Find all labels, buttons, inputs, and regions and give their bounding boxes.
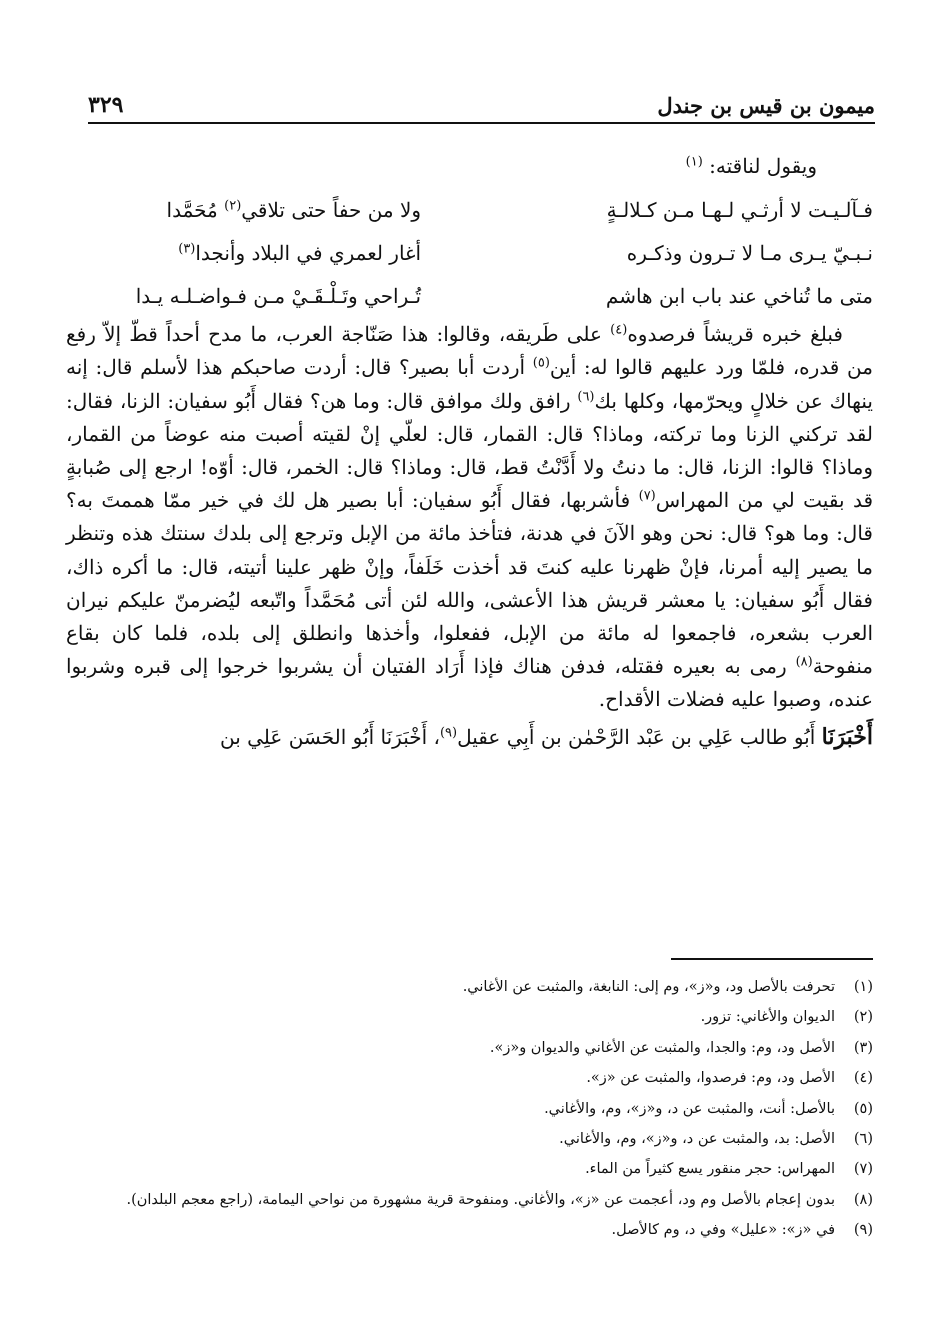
text-segment: فأشربها، فقال أَبُو سفيان: أبا بصير هل لك في خير ممّا هممتَ به؟ قال: وما هو؟ قال: نحن وهو الآنَ في هدنة، فتأخذ مائة من الإبل وترجع إلى بلدك سنتك هذه وتنظر ما يصير إليه أمرنا، فإنْ ظهرنا عليه كنتَ قد أخذت خَلَفاً، وإنْ ظهر علينا أتيته، قال: ما أكره ذاك، فقال أَبُو سفيان: يا معشر قريش هذا الأعشى، والله لئن أتى مُحَمَّداً واتّبعه ليُضرمنّ عليكم نيران العرب بشعره، فاجمعوا له مائة من الإبل، ففعلوا، وأخذها وانطلق إلى بلده، فلما كان بقاع منفوحة (66, 488, 873, 679)
footnote (66, 1154, 873, 1184)
footnote (66, 1063, 873, 1093)
verse-first-hemistich: فـآلـيـت لا أرثـي لـهـا مـن كـلالـةٍ (606, 198, 873, 223)
footnote (66, 1094, 873, 1124)
verse-line (66, 275, 873, 318)
verse-text: أغار لعمري في البلاد وأنجدا (195, 241, 422, 266)
footnote-ref: (٥) (532, 355, 550, 371)
intro-text: ويقول لناقته: (709, 154, 817, 178)
text-segment: رافق ولك موافق قال: وما هن؟ فقال أَبُو سفيان: الزنا، فقال: لقد تركني الزنا وما تركته، وماذا؟ قال: القمار، قال: لعلّي إنْ لقيته أصبت منه عوضاً من القمار، وماذا؟ قالوا: الزنا، قال: ما دنتُ ولا أَدَّنْتُ قط، قال: وماذا؟ قال: الخمر، قال: أوّه! ارجع إلى صُبابةٍ قد بقيت لي من المهراس (66, 388, 874, 513)
footnote-number: (٣) (853, 1039, 873, 1056)
footnote-ref: (٣) (178, 241, 196, 257)
footnote-number: (١) (853, 979, 873, 995)
verse-text-end: مُحَمَّدا (166, 198, 225, 223)
footnote-text: بالأصل: أنت، والمثبت عن د، و«ز»، وم، والأغاني. (544, 1100, 835, 1117)
footnote-text: في «ز»: «عليل» وفي د، وم كالأصل. (611, 1222, 835, 1239)
text-segment: أردت أبا بصير؟ قال: أردت صاحبكم هذا لأسلم قال: إنه ينهاك عن خلالٍ ويحرّمها، وكلها بك (66, 355, 874, 413)
verse-line (66, 189, 873, 232)
verse-second-hemistich (66, 194, 421, 227)
narrative-paragraph (66, 318, 873, 716)
footnote-text: الأصل: بد، والمثبت عن د، و«ز»، وم، والأغاني. (559, 1131, 835, 1148)
footnote (66, 1215, 873, 1245)
verse-line (66, 232, 873, 275)
page-number: ٣٢٩ (88, 92, 124, 118)
footnote-number: (٢) (853, 1009, 873, 1026)
footnote-number: (٩) (853, 1222, 873, 1239)
verse-text: ولا من حفاً حتى تلاقي (241, 198, 422, 223)
text-segment: فبلغ خبره قريشاً فرصدوه (627, 322, 843, 347)
isnad-paragraph (66, 721, 873, 754)
footnote (66, 1033, 873, 1063)
footnote-text: تحرفت بالأصل ود، و«ز»، وم إلى: النابغة، والمثبت عن الأغاني. (462, 979, 835, 995)
footnote-text: المهراس: حجر منقور يسع كثيراً من الماء. (585, 1161, 835, 1178)
footnote-ref: (٢) (224, 198, 242, 214)
verse-first-hemistich: متى ما تُناخي عند باب ابن هاشم (605, 284, 873, 309)
main-text (66, 150, 873, 754)
footnote (66, 972, 873, 1002)
verse-second-hemistich: تُـراحي وتَـلْـقَـيْ مـن فـواضـلـه يـدا (135, 284, 422, 309)
footnote-text: الأصل ود، وم: والجدا، والمثبت عن الأغاني والديوان و«ز». (489, 1039, 835, 1056)
text-segment: رمى به بعيره فقتله، فدفن هناك فإذا أَرَاد الفتيان أن يشربوا خرجوا إلى قبره وشربوا عنده، وصبوا عليه فضلات الأقداح. (66, 654, 873, 712)
footnotes (66, 972, 873, 1246)
footnote-divider (671, 958, 873, 960)
footnote-text: الديوان والأغاني: تزور. (700, 1009, 835, 1026)
footnote-ref: (٩) (439, 724, 458, 740)
footnote-number: (٦) (853, 1131, 873, 1148)
footnote-number: (٥) (853, 1100, 873, 1117)
verse-second-hemistich (66, 237, 421, 270)
footnote-number: (٤) (853, 1070, 873, 1087)
footnote-ref: (٤) (610, 322, 628, 338)
footnote-text: بدون إعجام بالأصل وم ود، أعجمت عن «ز»، والأغاني. ومنفوحة قرية مشهورة من نواحي اليمامة، (راجع معجم البلدان). (126, 1191, 835, 1208)
text-segment: على طَريقه، وقالوا: هذا صَنّاجة العرب، ما مدح أحداً قطّ إلاّ رفع من قدره، فلمّا ورد عليهم قالوا له: أين (66, 322, 873, 380)
intro-line (66, 150, 873, 183)
footnote (66, 1185, 873, 1215)
footnote-number: (٨) (853, 1191, 873, 1208)
akhbarana-lead: أَخْبَرَنَا (821, 723, 873, 750)
footnote-ref: (٧) (638, 488, 656, 504)
running-title: ميمون بن قيس بن جندل (657, 93, 875, 118)
page-header (88, 84, 875, 124)
footnote (66, 1002, 873, 1032)
verse-first-hemistich: نـبـيّ يـرى مـا لا تـرون وذكـره (626, 241, 873, 266)
footnote (66, 1124, 873, 1154)
text-segment: أَبُو طالب عَلِي بن عَبْد الرَّحْمٰن بن أَبِي عقيل (457, 724, 822, 749)
footnote-text: الأصل ود، وم: فرصدوا، والمثبت عن «ز». (586, 1070, 835, 1087)
footnote-number: (٧) (853, 1161, 873, 1178)
footnote-ref: (٦) (577, 388, 595, 404)
footnote-ref: (٨) (795, 654, 813, 670)
text-segment: ، أَخْبَرَنَا أَبُو الحَسَن عَلِي بن (219, 724, 440, 749)
footnote-ref: (١) (685, 154, 703, 170)
